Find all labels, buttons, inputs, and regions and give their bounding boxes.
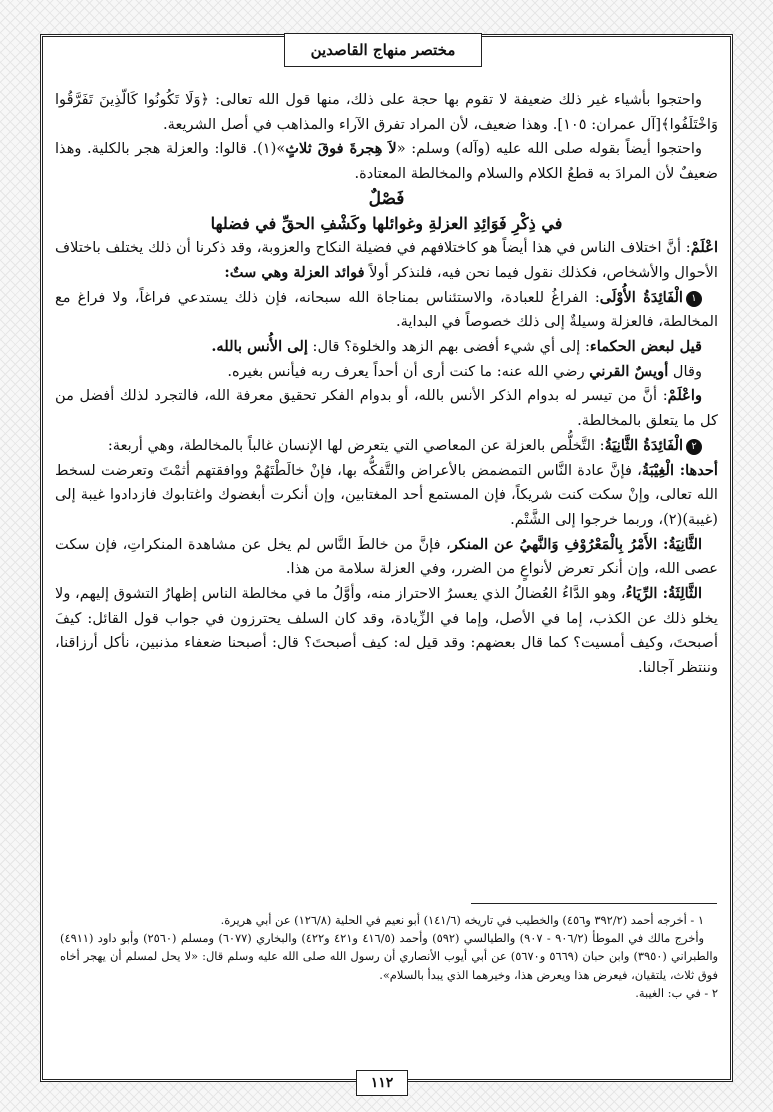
- number-badge: ٢: [686, 439, 702, 455]
- hadith-text: لاَ هِجرةَ فوقَ ثلاثٍ: [285, 140, 397, 158]
- paragraph: أحدها: الْغِيْبَةُ، فإنَّ عادة النَّاس التمضمض بالأعراض والتَّفكُّه بها، فإنْ خالَطْتَهُمْ ووافقتهم أثمْتَ وتعرضت لسخط الله تعالى، وإنْ سكت كنت شريكاً، فإن المستمع أحد المغتابين، وإن أنكرت أبغضوك واغتابوك فازدادوا غيبة إلى (غيبة)(٢)، وربما خرجوا إلى الشَّتْم.: [55, 461, 718, 528]
- footnote: ١ - أخرجه أحمد (٣٩٢/٢ و٤٥٦) والخطيب في تاريخه (١٤١/٦) أبو نعيم في الحلية (١٢٦/٨) عن أبي هريرة.: [220, 913, 704, 927]
- page-number: ١١٢: [370, 1075, 394, 1091]
- paragraph: الثَّانِيَةُ: الأَمْرُ بِالْمَعْرُوْفِ وَالنَّهيُ عن المنكر، فإنَّ من خالطَ النَّاس لم يخل عن مشاهدة المنكراتِ، فإن سكت عصى الله، وإن أنكر تعرض لأنواعٍ من الضرر، وفي العزلة سلامة من هذا.: [55, 535, 718, 578]
- page-number-box: [356, 1070, 408, 1096]
- benefit-item: ١الْفَائِدَةُ الأُوْلَى: الفراغُ للعبادة، والاستئناس بمناجاة الله سبحانه، فإن ذلك يستدعي فراغاً، ولا فراغ مع المخالطة، فالعزلة وسيلةٌ إلى ذلك خصوصاً في البداية.: [55, 288, 718, 331]
- footnote: وأخرج مالك في الموطأ (٩٠٦/٢ - ٩٠٧) والطيالسي (٥٩٢) وأحمد (٤١٦/٥ و٤٢١ و٤٢٢) والبخاري (٦٠٧٧) ومسلم (٢٥٦٠) وأبو داود (٤٩١١) والطبراني (٣٩٥٠) وابن حبان (٥٦٦٩ و٥٦٧٠) عن أبي أيوب الأنصاري أن رسول الله صلى الله عليه وسلم قال: «لا يحل لمسلم أن يهجر أخاه فوق ثلاث، يلتقيان، فيعرض هذا ويعرض هذا، وخيرهما الذي يبدأ بالسلام».: [60, 931, 718, 982]
- paragraph: واحتجوا أيضاً بقوله صلى الله عليه (وآله) وسلم: «لاَ هِجرةَ فوقَ ثلاثٍ»(١). قالوا: والعزلة هجر بالكلية. وهذا ضعيفٌ لأن المرادَ به قطعُ الكلام والسلام والمخالطة المعتادة.: [55, 140, 718, 183]
- book-title: مختصر منهاج القاصدين: [310, 41, 456, 59]
- section-heading: فَصْلٌ: [368, 188, 405, 209]
- running-header: [284, 33, 482, 67]
- paragraph: واعْلَمْ: أنَّ من تيسر له بدوام الذكر الأنس بالله، أو بدوام الفكر تحقيق معرفة الله، فالتجرد لذلك أفضل من كل ما يتعلق بالمخالطة.: [55, 387, 718, 430]
- main-text: [55, 88, 718, 878]
- paragraph: واحتجوا بأشياء غير ذلك ضعيفة لا تقوم بها حجة على ذلك، منها قول الله تعالى: ﴿وَلَا تَكُونُوا كَالَّذِينَ تَفَرَّقُوا وَاخْتَلَفُوا﴾[آل عمران: ١٠٥]. وهذا ضعيف، لأن المراد تفرق الآراء والمذاهب في أصل الشريعة.: [55, 91, 718, 133]
- paragraph: اعْلَمْ: أنَّ اختلاف الناس في هذا أيضاً هو كاختلافهم في فضيلة النكاح والعزوبة، وقد ذكرنا أن ذلك يختلف باختلاف الأحوال والأشخاص، فكذلك نقول فيما نحن فيه، فلنذكر أولاً فوائد العزلة وهي ستٌ:: [55, 239, 718, 281]
- paragraph: الثَّالِثَةُ: الرِّيَاءُ، وهو الدَّاءُ العُضالُ الذي يعسرُ الاحتراز منه، وأوَّلُ ما في مخالطة الناس إظهارُ التشوق إليهم، ولا يخلو ذلك عن الكذب، إما في الأصل، وإما في الزِّيادة، وقد كان السلف يحترزون في جواب قول القائل: كيفَ أصبحتَ، وكيف أمسيت؟ كما قال بعضهم: وقد قيل له: كيف أصبحتَ؟ قال: أصبحنا ضعفاء مذنبين، نأكل أرزاقنا، وننتظر آجالنا.: [55, 585, 718, 677]
- number-badge: ١: [686, 291, 702, 307]
- paragraph: وقال أويسٌ القرني رضي الله عنه: ما كنت أرى أن أحداً يعرف ربه فيأنس بغيره.: [227, 362, 702, 380]
- footnotes: [60, 911, 718, 1059]
- section-title: في ذِكْرِ فَوَائِدِ العزلةِ وغوائلها وكَشْفِ الحقِّ في فضلها: [210, 213, 563, 233]
- footnote-divider: [471, 903, 717, 904]
- benefit-item: ٢الْفَائِدَةُ الثَّانِيَةُ: التَّخلُّص بالعزلة عن المعاصي التي يتعرض لها الإنسان غالباً بالمخالطة، وهي أربعة:: [55, 434, 718, 459]
- footnote: ٢ - في ب: الغيبة.: [635, 985, 718, 1000]
- paragraph: قيل لبعض الحكماء: إلى أي شيء أفضى بهم الزهد والخلوة؟ قال: إلى الأُنس بالله.: [211, 338, 702, 356]
